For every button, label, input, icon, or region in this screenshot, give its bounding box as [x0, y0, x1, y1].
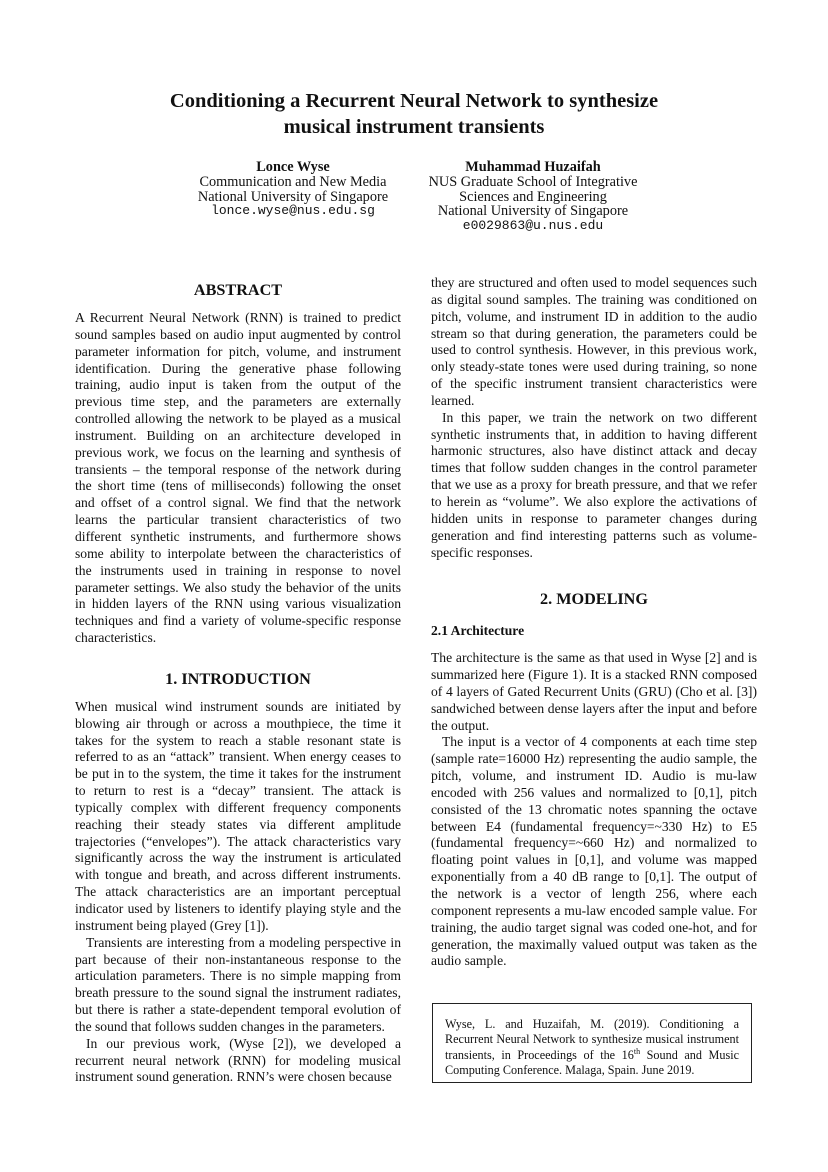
citation-text-end: Sound and Music Computing Conference. Malaga, Spain. June 2019.: [445, 1047, 739, 1077]
author-block-2: [418, 160, 648, 234]
intro-paragraph-1: When musical wind instrument sounds are initiated by blowing air through or across a mouthpiece, the time it takes for the system to reach a stable resonant state is referred to as an “attack” transient. When energy ceases to be put in to the system, the time it takes for the instrument to return to rest is a “decay” transient. The attack is typically complex with different frequency components reaching their steady states via different amplitude trajectories (“envelopes”). The attack characteristics vary significantly across the way the instrument is articulated with tongue and breath, and across different instruments. The attack characteristics are an important perceptual indicator used by listeners to identify playing style and the instrument being played (Grey [1]).: [75, 698, 401, 933]
modeling-paragraph-1: The architecture is the same as that used in Wyse [2] and is summarized here (Figure 1). It is a stacked RNN composed of 4 layers of Gated Recurrent Units (GRU) (Cho et al. [3]) sandwiched between dense layers after the input and before the output.: [431, 650, 757, 733]
right-column: [431, 275, 757, 970]
author-affiliation: Sciences and Engineering: [459, 188, 607, 205]
citation-superscript: th: [633, 1046, 641, 1056]
author-block-1: [190, 160, 396, 219]
abstract-text: A Recurrent Neural Network (RNN) is trained to predict sound samples based on audio input augmented by control parameter information for pitch, volume, and instrument identification. During the generative phase following training, audio input is taken from the output of the previous time step, and the parameters are externally controlled allowing the network to be played as a musical instrument. Building on an architecture developed in previous work, we focus on the learning and synthesis of transients – the temporal response of the network during the short time (tens of milliseconds) following the onset and offset of a control signal. We find that the network learns the particular transient characteristics of two different synthetic instruments, and furthermore shows some ability to interpolate between the characteristics of the instruments used in training in response to novel parameter settings. We also study the behavior of the units in hidden layers of the RNN using various visualization techniques and find a variety of volume-specific response characteristics.: [75, 310, 401, 646]
introduction-heading: 1. INTRODUCTION: [165, 669, 311, 688]
author-name: Muhammad Huzaifah: [465, 159, 601, 175]
author-name: Lonce Wyse: [256, 159, 330, 175]
architecture-subheading: 2.1 Architecture: [431, 623, 525, 639]
title-line-1: Conditioning a Recurrent Neural Network to synthesize: [169, 90, 659, 112]
intro-paragraph-3: In our previous work, (Wyse [2]), we developed a recurrent neural network (RNN) for modeling musical instrument sound generation. RNN’s were chosen because: [75, 1035, 401, 1085]
title-line-2: musical instrument transients: [283, 116, 545, 138]
modeling-heading: 2. MODELING: [540, 590, 648, 609]
author-affiliation: Communication and New Media: [199, 173, 387, 190]
author-affiliation: NUS Graduate School of Integrative: [428, 173, 638, 190]
author-email: lonce.wyse@nus.edu.sg: [211, 203, 375, 219]
intro-paragraph-4: In this paper, we train the network on two different synthetic instruments that, in addition to having different harmonic structures, also have distinct attack and decay times that follow sudden changes in the control parameter that we use as a proxy for breath pressure, and that we refer to herein as “volume”. We also explore the activations of hidden units in response to parameter changes during generation and find interesting patterns such as volume-specific responses.: [431, 409, 757, 560]
intro-paragraph-3-continued: they are structured and often used to model sequences such as digital sound samples. The training was conditioned on pitch, volume, and instrument ID in addition to the audio stream so that during generation, the parameters could be used to control synthesis. However, in this previous work, only steady-state tones were used during training, so none of the specific instrument transient characteristics were learned.: [431, 275, 757, 408]
citation-box: [432, 1003, 752, 1083]
author-affiliation: National University of Singapore: [197, 188, 389, 205]
author-email: e0029863@u.nus.edu: [462, 218, 604, 234]
left-column: [75, 280, 401, 1086]
abstract-heading: ABSTRACT: [193, 281, 283, 299]
citation-text: Wyse, L. and Huzaifah, M. (2019). Conditioning a Recurrent Neural Network to synthesize musical instrument transients, in Proceedings of the 16: [445, 1017, 739, 1062]
paper-title: [60, 88, 768, 140]
modeling-paragraph-2: The input is a vector of 4 components at each time step (sample rate=16000 Hz) representing the audio sample, the pitch, volume, and instrument ID. Audio is mu-law encoded with 256 values and normalized to [0,1], pitch consisted of the 13 chromatic notes spanning the octave between E4 (fundamental frequency=~330 Hz) to E5 (fundamental frequency=~660 Hz) and normalized to floating point values in [0,1], and volume was mapped exponentially from a 40 dB range to [0,1]. The output of the network is a vector of length 256, where each component represents a mu-law encoded sample value. For training, the audio target signal was coded one-hot, and for generation, the maximally valued output was taken as the audio sample.: [431, 734, 757, 969]
author-affiliation: National University of Singapore: [437, 203, 629, 220]
intro-paragraph-2: Transients are interesting from a modeling perspective in part because of their non-instantaneous response to the articulation parameters. There is no simple mapping from breath pressure to the sound signal the instrument radiates, but there is rather a state-dependent temporal evolution of the sound that follows sudden changes in the parameters.: [75, 934, 401, 1034]
